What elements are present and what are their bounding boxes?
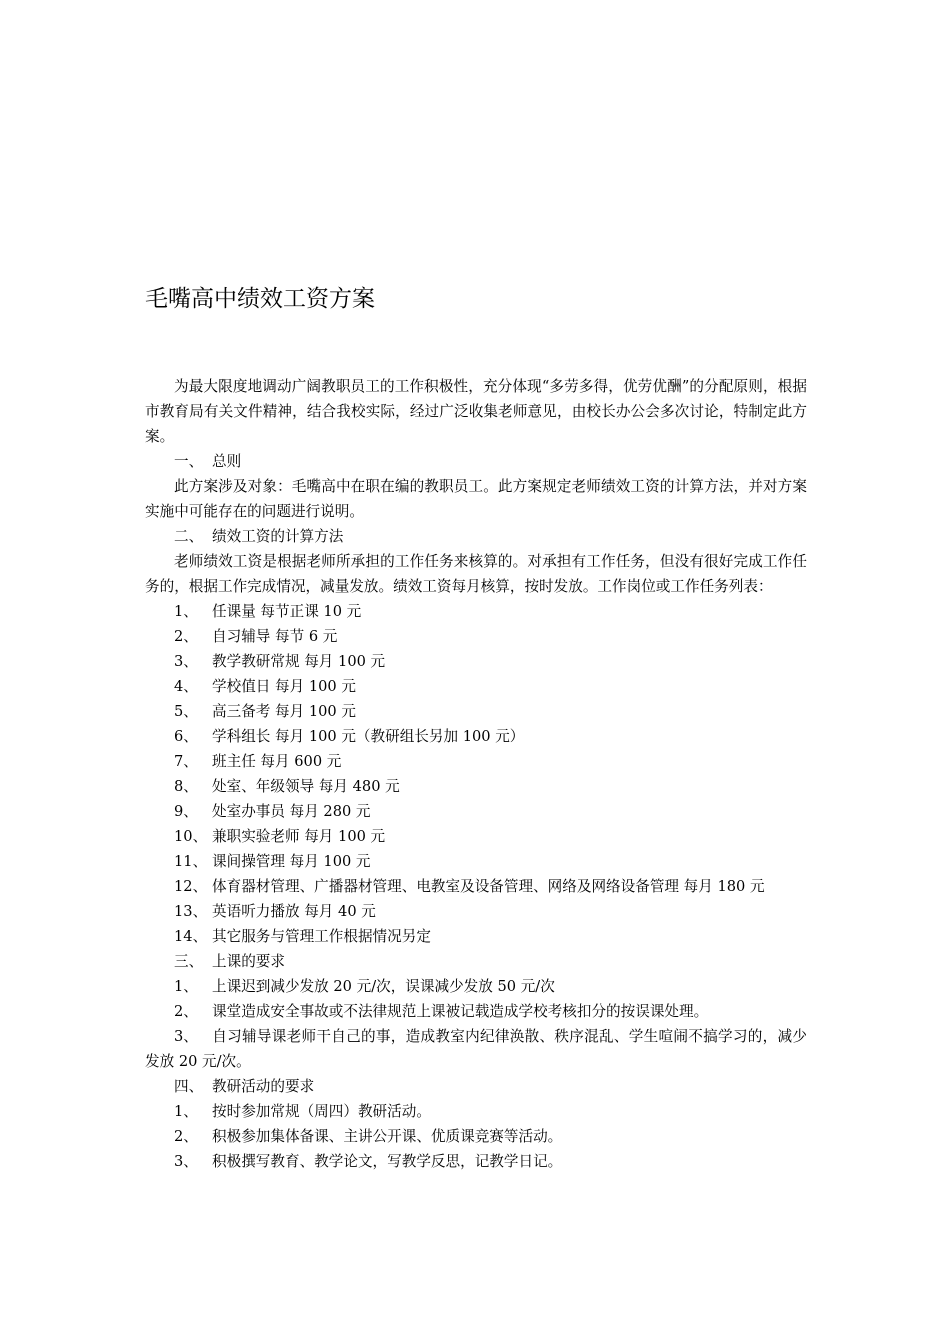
list-item — [145, 674, 807, 699]
list-item-text: 按时参加常规（周四）教研活动。 — [212, 1103, 431, 1120]
list-item-number: 1、 — [174, 978, 198, 995]
list-item-number: 1、 — [174, 603, 198, 620]
list-item — [145, 799, 807, 824]
list-item-text: 高三备考 每月 100 元 — [212, 703, 356, 720]
list-item — [145, 774, 807, 799]
list-item — [145, 974, 807, 999]
list-item — [145, 724, 807, 749]
section-number: 四、 — [174, 1078, 204, 1095]
list-item-text: 学科组长 每月 100 元（教研组长另加 100 元） — [212, 728, 525, 745]
list-item — [145, 849, 807, 874]
list-item-text: 班主任 每月 600 元 — [212, 753, 342, 770]
list-item — [145, 1024, 807, 1074]
list-item-number: 13、 — [174, 903, 208, 920]
list-item — [145, 874, 807, 899]
list-item — [145, 899, 807, 924]
section-number: 三、 — [174, 953, 204, 970]
list-item — [145, 999, 807, 1024]
list-item-number: 12、 — [174, 878, 208, 895]
list-item-text: 自习辅导课老师干自己的事，造成教室内纪律涣散、秩序混乱、学生喧闹不搞学习的，减少发放 20 元/次。 — [145, 1028, 807, 1070]
list-item-number: 2、 — [174, 1128, 198, 1145]
section-paragraph: 老师绩效工资是根据老师所承担的工作任务来核算的。对承担有工作任务，但没有很好完成工作任务的，根据工作完成情况，减量发放。绩效工资每月核算，按时发放。工作岗位或工作任务列表： — [145, 553, 807, 595]
document-title: 毛嘴高中绩效工资方案 — [145, 286, 375, 312]
list-item-text: 处室、年级领导 每月 480 元 — [212, 778, 400, 795]
list-item-text: 体育器材管理、广播器材管理、电教室及设备管理、网络及网络设备管理 每月 180 元 — [212, 878, 765, 895]
list-item-number: 9、 — [174, 803, 198, 820]
list-item — [145, 824, 807, 849]
list-item-text: 其它服务与管理工作根据情况另定 — [212, 928, 431, 945]
list-item-text: 任课量 每节正课 10 元 — [212, 603, 362, 620]
list-item-number: 1、 — [174, 1103, 198, 1120]
list-item-number: 11、 — [174, 853, 208, 870]
list-item-text: 学校值日 每月 100 元 — [212, 678, 356, 695]
list-item-text: 积极撰写教育、教学论文，写教学反思，记教学日记。 — [212, 1153, 563, 1170]
intro-paragraph: 为最大限度地调动广阔教职员工的工作积极性，充分体现“多劳多得，优劳优酬”的分配原则，根据市教育局有关文件精神，结合我校实际，经过广泛收集老师意见，由校长办公会多次讨论，特制定此方案。 — [145, 378, 807, 445]
list-item-number: 3、 — [174, 1153, 198, 1170]
list-item-text: 积极参加集体备课、主讲公开课、优质课竞赛等活动。 — [212, 1128, 563, 1145]
list-item-text: 兼职实验老师 每月 100 元 — [212, 828, 386, 845]
section-heading-text: 绩效工资的计算方法 — [212, 528, 344, 545]
list-item-number: 2、 — [174, 628, 198, 645]
list-item — [145, 699, 807, 724]
list-item — [145, 1124, 807, 1149]
list-item — [145, 624, 807, 649]
list-item-text: 处室办事员 每月 280 元 — [212, 803, 371, 820]
list-item — [145, 649, 807, 674]
list-item-number: 5、 — [174, 703, 198, 720]
list-item-text: 课堂造成安全事故或不法律规范上课被记载造成学校考核扣分的按误课处理。 — [212, 1003, 709, 1020]
list-item-number: 8、 — [174, 778, 198, 795]
document-body — [145, 374, 807, 1174]
list-item-text: 上课迟到减少发放 20 元/次，误课减少发放 50 元/次 — [212, 978, 555, 995]
list-item-number: 6、 — [174, 728, 198, 745]
section-number: 二、 — [174, 528, 204, 545]
list-item-number: 3、 — [174, 1028, 198, 1045]
section-heading — [145, 949, 807, 974]
section-heading-text: 总则 — [212, 453, 242, 470]
list-item-number: 10、 — [174, 828, 208, 845]
list-item-text: 教学教研常规 每月 100 元 — [212, 653, 386, 670]
list-item-number: 2、 — [174, 1003, 198, 1020]
section-heading-text: 上课的要求 — [212, 953, 285, 970]
list-item-text: 课间操管理 每月 100 元 — [212, 853, 371, 870]
section-heading — [145, 449, 807, 474]
section-paragraph: 此方案涉及对象：毛嘴高中在职在编的教职员工。此方案规定老师绩效工资的计算方法，并对方案实施中可能存在的问题进行说明。 — [145, 478, 807, 520]
list-item-text: 自习辅导 每节 6 元 — [212, 628, 338, 645]
section-heading-text: 教研活动的要求 — [212, 1078, 315, 1095]
list-item — [145, 1149, 807, 1174]
list-item-text: 英语听力播放 每月 40 元 — [212, 903, 376, 920]
list-item — [145, 749, 807, 774]
list-item-number: 3、 — [174, 653, 198, 670]
list-item — [145, 599, 807, 624]
list-item-number: 4、 — [174, 678, 198, 695]
section-number: 一、 — [174, 453, 204, 470]
list-item — [145, 1099, 807, 1124]
section-heading — [145, 1074, 807, 1099]
section-heading — [145, 524, 807, 549]
list-item-number: 7、 — [174, 753, 198, 770]
list-item — [145, 924, 807, 949]
list-item-number: 14、 — [174, 928, 208, 945]
document-page — [145, 0, 807, 1344]
